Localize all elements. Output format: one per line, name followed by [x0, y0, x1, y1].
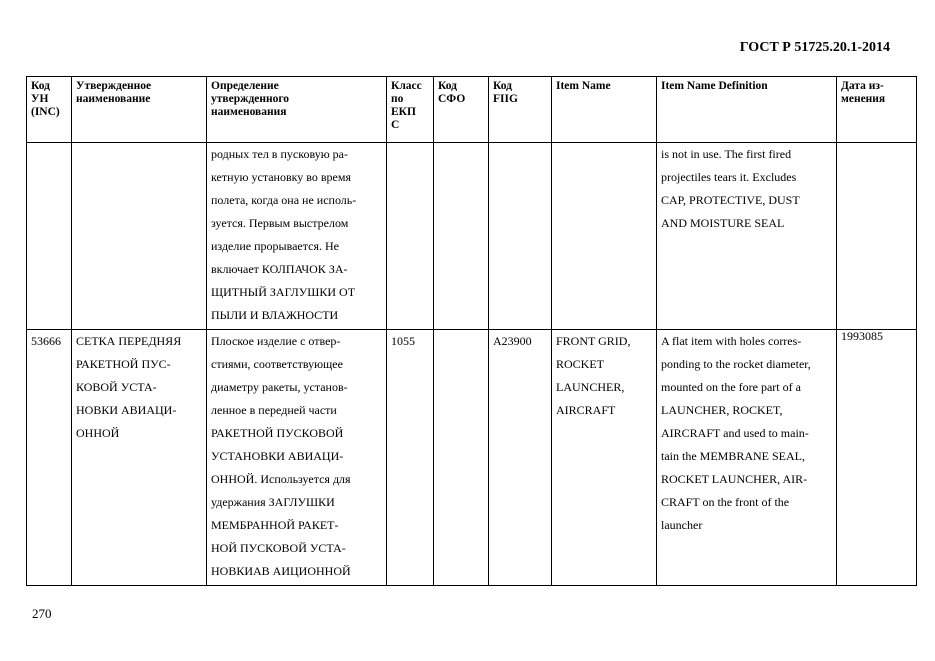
text-line: Утвержденное: [76, 80, 152, 92]
cell-approved-name: [72, 143, 207, 330]
text-line: ponding to the rocket diameter,: [661, 357, 811, 371]
text-line: РАКЕТНОЙ ПУСКОВОЙ: [211, 426, 344, 440]
text-line: по: [391, 93, 404, 105]
cell-approved-name: [72, 330, 207, 586]
text-line: tain the MEMBRANE SEAL,: [661, 449, 805, 463]
header-change-date: [837, 77, 917, 143]
cell-item-name-definition: [657, 143, 837, 330]
header-approved-name: [72, 77, 207, 143]
page-number: 270: [32, 606, 52, 621]
cell-definition: [207, 330, 387, 586]
text-line: Класс: [391, 80, 422, 92]
text-line: AIRCRAFT: [556, 403, 616, 417]
text-line: ПЫЛИ И ВЛАЖНОСТИ: [211, 308, 339, 322]
text-line: наименование: [76, 93, 151, 105]
text-line: ЩИТНЫЙ ЗАГЛУШКИ ОТ: [211, 285, 356, 299]
text-line: утвержденного: [211, 93, 290, 105]
header-code-fiig: [489, 77, 552, 143]
text-line: Определение: [211, 80, 279, 92]
text-line: ОННОЙ. Используется для: [211, 472, 351, 486]
header-code-sfo: [434, 77, 489, 143]
cell-class-ekps: [387, 143, 434, 330]
text-line: МЕМБРАННОЙ РАКЕТ-: [211, 518, 339, 532]
cell-change-date: [837, 143, 917, 330]
text-line: ROCKET: [556, 357, 604, 371]
text-line: Плоское изделие с отвер-: [211, 334, 341, 348]
cell-code-fiig: [489, 143, 552, 330]
text-line: projectiles tears it. Excludes: [661, 170, 797, 184]
text-line: включает КОЛПАЧОК ЗА-: [211, 262, 348, 276]
text-line: CAP, PROTECTIVE, DUST: [661, 193, 800, 207]
text-line: наименования: [211, 106, 287, 118]
cell-change-date: 1993085: [837, 330, 917, 586]
cell-item-name-definition: [657, 330, 837, 586]
cell-class-ekps: 1055: [387, 330, 434, 586]
text-line: НОЙ ПУСКОВОЙ УСТА-: [211, 541, 346, 555]
text-line: AIRCRAFT and used to main-: [661, 426, 809, 440]
header-class-ekps: [387, 77, 434, 143]
text-line: диаметру ракеты, установ-: [211, 380, 348, 394]
cell-inc: [27, 143, 72, 330]
text-line: A flat item with holes corres-: [661, 334, 802, 348]
cell-item-name: [552, 143, 657, 330]
text-line: ROCKET LAUNCHER, AIR-: [661, 472, 808, 486]
text-line: НОВКИ АВИАЦИ-: [76, 403, 177, 417]
table-row: [27, 330, 917, 586]
text-line: С: [391, 119, 400, 131]
text-line: ОННОЙ: [76, 426, 120, 440]
text-line: зуется. Первым выстрелом: [211, 216, 349, 230]
text-line: удержания ЗАГЛУШКИ: [211, 495, 335, 509]
text-line: полета, когда она не исполь-: [211, 193, 357, 207]
text-line: изделие прорывается. Не: [211, 239, 339, 253]
text-line: launcher: [661, 518, 703, 532]
text-line: is not in use. The first fired: [661, 147, 792, 161]
text-line: CRAFT on the front of the: [661, 495, 790, 509]
table-row: [27, 143, 917, 330]
text-line: FRONT GRID,: [556, 334, 631, 348]
text-line: КОВОЙ УСТА-: [76, 380, 157, 394]
cell-item-name: [552, 330, 657, 586]
text-line: родных тел в пусковую ра-: [211, 147, 348, 161]
text-line: FIIG: [493, 93, 518, 105]
text-line: ленное в передней части: [211, 403, 337, 417]
text-line: Дата из-: [841, 80, 884, 92]
header-row: [27, 77, 917, 143]
cell-code-sfo: [434, 330, 489, 586]
text-line: стиями, соответствующее: [211, 357, 343, 371]
cell-code-fiig: A23900: [489, 330, 552, 586]
header-item-name: Item Name: [552, 77, 657, 143]
cell-inc: 53666: [27, 330, 72, 586]
text-line: СЕТКА ПЕРЕДНЯЯ: [76, 334, 182, 348]
text-line: Код: [493, 80, 513, 92]
header-item-name-definition: Item Name Definition: [657, 77, 837, 143]
text-line: УСТАНОВКИ АВИАЦИ-: [211, 449, 344, 463]
text-line: кетную установку во время: [211, 170, 351, 184]
text-line: Код: [31, 80, 51, 92]
text-line: УН: [31, 93, 49, 105]
text-line: LAUNCHER,: [556, 380, 625, 394]
catalog-table: [26, 76, 917, 586]
text-line: ЕКП: [391, 106, 416, 118]
text-line: Код: [438, 80, 458, 92]
text-line: LAUNCHER, ROCKET,: [661, 403, 783, 417]
text-line: РАКЕТНОЙ ПУС-: [76, 357, 171, 371]
header-inc: [27, 77, 72, 143]
document-code: ГОСТ Р 51725.20.1-2014: [739, 40, 890, 55]
text-line: mounted on the fore part of a: [661, 380, 801, 394]
text-line: (INC): [31, 106, 60, 118]
cell-definition: [207, 143, 387, 330]
text-line: менения: [841, 93, 886, 105]
text-line: AND MOISTURE SEAL: [661, 216, 785, 230]
text-line: НОВКИАВ АИЦИОННОЙ: [211, 564, 351, 578]
header-definition: [207, 77, 387, 143]
text-line: СФО: [438, 93, 466, 105]
cell-code-sfo: [434, 143, 489, 330]
